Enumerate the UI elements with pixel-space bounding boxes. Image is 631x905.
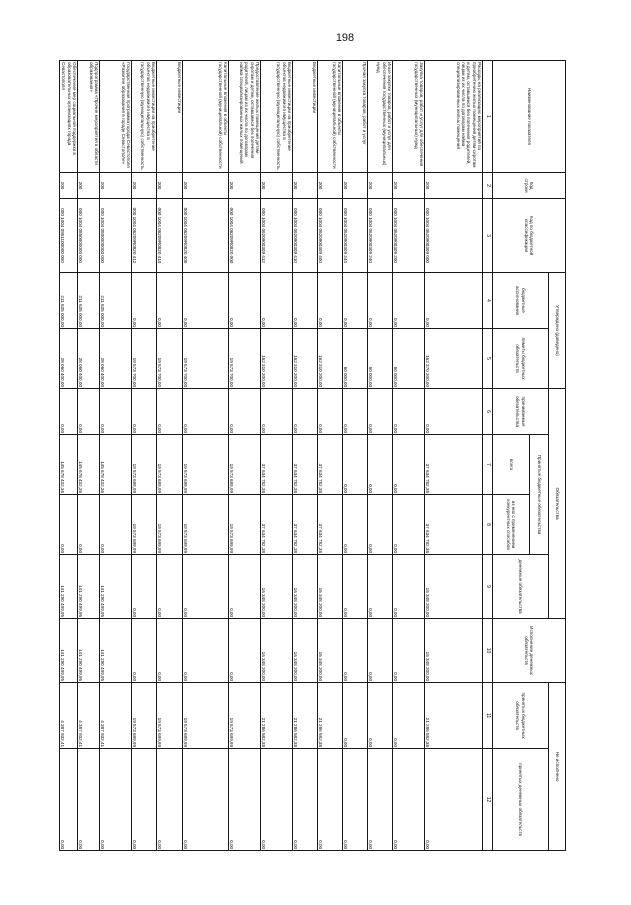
row-name: Капитальные вложения в объекты государственной (муниципальной) собственности [183, 61, 229, 173]
row-name: Расходы на реализацию мероприятий по приобретению жилых помещений детям-сиротам и детям, оставшимся без попечения родителей, лицам из их числа по договорам найма специализированных жилых помещений [425, 61, 483, 173]
row-code: 200 [393, 173, 425, 199]
header-limits: лимиты бюджетных обязательств [493, 329, 549, 389]
row-name: Обеспечение мер социальной поддержки в образовательных организациях города Севастополя [60, 61, 78, 173]
row-kbk: 000 1004 06209R0820 412 [132, 199, 157, 273]
cell-monetary: 0,00 [183, 555, 229, 619]
cell-limits: 19 573 700,00 [157, 329, 183, 389]
cell-execution: 0,00 [183, 619, 229, 683]
header-execution: Исполнение денежных обязательств [493, 619, 566, 683]
column-number: 8 [483, 495, 493, 555]
cell-accepted-total: 19 573 699,99 [229, 435, 261, 495]
cell-not-exec-monetary: 0,00 [425, 749, 483, 851]
table-row [100, 61, 132, 851]
row-code: 200 [157, 173, 183, 199]
cell-not-exec-monetary: 0,00 [261, 749, 293, 851]
table-row [229, 61, 261, 851]
row-kbk: 000 1004 0620900309 244 [343, 199, 368, 273]
column-number: 5 [483, 329, 493, 389]
table-row [261, 61, 293, 851]
cell-accepted-total: 19 573 699,99 [132, 435, 157, 495]
cell-accepted-competitive: 37 634 782,38 [425, 495, 483, 555]
row-name: Бюджетные инвестиции [293, 61, 318, 173]
cell-not-exec-monetary: 0,00 [368, 749, 393, 851]
cell-accepted-total: 19 573 699,99 [157, 435, 183, 495]
cell-reserved: 0,00 [393, 389, 425, 435]
cell-allocations: 0,00 [393, 273, 425, 329]
row-name: Подпрограмма «Прочие мероприятия в области образования» [78, 61, 100, 173]
table-header [483, 61, 566, 851]
row-code: 200 [318, 173, 343, 199]
table-row [425, 61, 483, 851]
table-row [183, 61, 229, 851]
column-number-row [483, 61, 493, 851]
cell-monetary: 141 290 499,95 [78, 555, 100, 619]
table-row [293, 61, 318, 851]
cell-not-exec-monetary: 0,00 [393, 749, 425, 851]
cell-not-exec-monetary: 0,00 [157, 749, 183, 851]
cell-not-exec-accepted: 19 573 699,99 [183, 683, 229, 749]
column-number: 9 [483, 555, 493, 619]
row-kbk: 000 1004 0620900309 400 [318, 199, 343, 273]
row-code: 200 [343, 173, 368, 199]
header-reserved: принимаемые обязательства [493, 389, 549, 435]
cell-execution: 16 348 200,00 [261, 619, 293, 683]
rotated-report-sheet [60, 60, 566, 850]
cell-not-exec-accepted: 19 573 699,99 [229, 683, 261, 749]
cell-execution: 141 290 499,95 [60, 619, 78, 683]
cell-not-exec-monetary: 0,00 [293, 749, 318, 851]
cell-accepted-competitive: 19 573 699,99 [132, 495, 157, 555]
cell-accepted-competitive: 19 573 699,99 [183, 495, 229, 555]
row-kbk: 000 1004 0800000000 000 [100, 199, 132, 273]
cell-accepted-total: 0,00 [343, 435, 368, 495]
cell-reserved: 0,00 [343, 389, 368, 435]
cell-execution: 16 348 200,00 [293, 619, 318, 683]
header-monetary: денежные обязательства [493, 555, 549, 619]
cell-allocations: 0,00 [425, 273, 483, 329]
cell-allocations: 0,00 [343, 273, 368, 329]
cell-limits: 60 000,00 [393, 329, 425, 389]
cell-limits: 28 060 400,00 [100, 329, 132, 389]
cell-not-exec-accepted: 19 573 699,99 [132, 683, 157, 749]
cell-reserved: 0,00 [157, 389, 183, 435]
column-number: 12 [483, 749, 493, 851]
cell-allocations: 0,00 [318, 273, 343, 329]
row-kbk: 000 1004 0620900309 000 [425, 199, 483, 273]
cell-not-exec-accepted: 4 387 932,41 [100, 683, 132, 749]
cell-accepted-competitive: 19 573 699,99 [157, 495, 183, 555]
cell-not-exec-accepted: 0,00 [343, 683, 368, 749]
cell-allocations: 0,00 [132, 273, 157, 329]
cell-not-exec-accepted: 21 286 582,38 [318, 683, 343, 749]
row-code: 200 [100, 173, 132, 199]
header-approved: Утверждено (доведено) [549, 273, 566, 389]
header-kbk: Код по бюджетной классификации [493, 199, 566, 273]
row-kbk: 000 1004 0851100000 000 [60, 199, 78, 273]
row-name: Иные закупки товаров, работ и услуг для обеспечения государственных (муниципальных) нужд [368, 61, 393, 173]
header-not-executed: Не исполнено [549, 683, 566, 851]
row-name: Бюджетные инвестиции на приобретение объектов недвижимого имущества в государственную (муниципальную) собственность [261, 61, 293, 173]
cell-limits: 162 310 200,00 [261, 329, 293, 389]
row-kbk: 000 1004 06209R0820 000 [229, 199, 261, 273]
cell-execution: 141 290 499,95 [100, 619, 132, 683]
column-number: 4 [483, 273, 493, 329]
cell-allocations: 0,00 [261, 273, 293, 329]
cell-not-exec-accepted: 4 387 932,41 [78, 683, 100, 749]
row-name: Бюджетные инвестиции на приобретение объектов недвижимого имущества в государственную (муниципальную) собственность [132, 61, 157, 173]
cell-execution: 16 348 200,00 [318, 619, 343, 683]
cell-accepted-total: 37 634 782,38 [425, 435, 483, 495]
cell-accepted-total: 145 678 432,36 [100, 435, 132, 495]
row-name: Капитальные вложения в объекты государственной (муниципальной) собственности [318, 61, 343, 173]
column-number: 11 [483, 683, 493, 749]
header-obligations: Обязательства [549, 389, 566, 619]
cell-execution: 0,00 [368, 619, 393, 683]
cell-reserved: 0,00 [425, 389, 483, 435]
cell-allocations: 0,00 [368, 273, 393, 329]
row-kbk: 000 1004 06209R0820 400 [183, 199, 229, 273]
cell-accepted-total: 37 634 782,38 [293, 435, 318, 495]
cell-monetary: 0,00 [229, 555, 261, 619]
row-code: 200 [368, 173, 393, 199]
header-accepted-total: всего [493, 435, 530, 495]
row-kbk: 000 1004 06209R0820 410 [157, 199, 183, 273]
column-number: 1 [483, 61, 493, 173]
cell-not-exec-monetary: 0,00 [183, 749, 229, 851]
cell-accepted-competitive: 37 634 782,38 [318, 495, 343, 555]
cell-execution: 0,00 [132, 619, 157, 683]
row-name: Предоставление жилых помещений детям-сиротам и детям, оставшимся без попечения родителей, лицам из их числа по договорам найма специализированных жилых помещений [229, 61, 261, 173]
cell-limits: 162 370 200,00 [425, 329, 483, 389]
row-code: 200 [132, 173, 157, 199]
cell-monetary: 0,00 [368, 555, 393, 619]
header-not-exec-monetary: принятых денежных обязательств [493, 749, 549, 851]
header-code: Код строки [493, 173, 566, 199]
cell-accepted-total: 37 634 782,38 [318, 435, 343, 495]
cell-allocations: 0,00 [183, 273, 229, 329]
cell-execution: 141 290 499,95 [78, 619, 100, 683]
row-code: 200 [229, 173, 261, 199]
cell-not-exec-monetary: 0,00 [78, 749, 100, 851]
table-body [60, 61, 483, 851]
cell-limits: 28 060 400,00 [78, 329, 100, 389]
header-accepted-competitive: из них с применением конкурентных способов [493, 495, 530, 555]
cell-accepted-total: 0,00 [368, 435, 393, 495]
row-name: Бюджетные инвестиции [157, 61, 183, 173]
cell-not-exec-accepted: 21 286 582,38 [425, 683, 483, 749]
cell-accepted-competitive: 0,00 [78, 495, 100, 555]
budget-execution-table-container [60, 60, 566, 850]
row-kbk: 000 1004 0850000000 000 [78, 199, 100, 273]
cell-limits: 19 573 700,00 [229, 329, 261, 389]
table-row [368, 61, 393, 851]
cell-monetary: 141 290 499,95 [100, 555, 132, 619]
cell-reserved: 0,00 [132, 389, 157, 435]
cell-accepted-total: 0,00 [393, 435, 425, 495]
cell-accepted-total: 145 678 432,36 [78, 435, 100, 495]
cell-execution: 0,00 [229, 619, 261, 683]
cell-allocations: 0,00 [229, 273, 261, 329]
cell-accepted-competitive: 0,00 [393, 495, 425, 555]
row-name: Прочая закупка товаров, работ и услуг [343, 61, 368, 173]
cell-accepted-competitive: 0,00 [60, 495, 78, 555]
cell-monetary: 0,00 [132, 555, 157, 619]
cell-not-exec-monetary: 0,00 [60, 749, 78, 851]
column-number: 7 [483, 435, 493, 495]
row-kbk: 000 1004 0620900309 412 [261, 199, 293, 273]
cell-reserved: 0,00 [100, 389, 132, 435]
cell-limits: 60 000,00 [368, 329, 393, 389]
cell-accepted-total: 19 573 699,99 [183, 435, 229, 495]
row-kbk: 000 1004 0620900309 240 [368, 199, 393, 273]
header-not-exec-accepted: принятых бюджетных обязательств [493, 683, 549, 749]
cell-limits: 162 310 200,00 [293, 329, 318, 389]
cell-not-exec-accepted: 21 286 582,38 [293, 683, 318, 749]
table-row [393, 61, 425, 851]
header-accepted: Принятые бюджетные обязательства [530, 435, 549, 555]
cell-monetary: 16 348 200,00 [293, 555, 318, 619]
row-code: 200 [78, 173, 100, 199]
row-code: 200 [293, 173, 318, 199]
cell-not-exec-accepted: 0,00 [393, 683, 425, 749]
cell-accepted-competitive: 37 634 782,38 [261, 495, 293, 555]
table-row [318, 61, 343, 851]
cell-execution: 0,00 [393, 619, 425, 683]
cell-allocations: 0,00 [157, 273, 183, 329]
cell-reserved: 0,00 [368, 389, 393, 435]
cell-accepted-total: 37 634 782,38 [261, 435, 293, 495]
cell-reserved: 0,00 [183, 389, 229, 435]
cell-not-exec-monetary: 0,00 [132, 749, 157, 851]
cell-execution: 16 348 200,00 [425, 619, 483, 683]
table-row [60, 61, 78, 851]
cell-allocations: 211 635 000,00 [100, 273, 132, 329]
cell-allocations: 211 635 000,00 [60, 273, 78, 329]
page-number: 198 [335, 32, 355, 44]
cell-reserved: 0,00 [78, 389, 100, 435]
cell-monetary: 0,00 [343, 555, 368, 619]
cell-reserved: 0,00 [60, 389, 78, 435]
column-number: 10 [483, 619, 493, 683]
cell-limits: 60 000,00 [343, 329, 368, 389]
table-row [343, 61, 368, 851]
cell-not-exec-accepted: 4 387 932,41 [60, 683, 78, 749]
cell-limits: 19 573 700,00 [183, 329, 229, 389]
cell-execution: 0,00 [343, 619, 368, 683]
cell-reserved: 0,00 [293, 389, 318, 435]
cell-limits: 162 310 200,00 [318, 329, 343, 389]
row-code: 200 [183, 173, 229, 199]
cell-limits: 28 060 400,00 [60, 329, 78, 389]
cell-not-exec-monetary: 0,00 [343, 749, 368, 851]
cell-not-exec-accepted: 21 286 582,38 [261, 683, 293, 749]
cell-reserved: 0,00 [318, 389, 343, 435]
cell-accepted-competitive: 19 573 699,99 [229, 495, 261, 555]
cell-not-exec-accepted: 19 573 699,99 [157, 683, 183, 749]
cell-not-exec-accepted: 0,00 [368, 683, 393, 749]
cell-accepted-total: 145 678 432,36 [60, 435, 78, 495]
column-number: 3 [483, 199, 493, 273]
cell-not-exec-monetary: 0,00 [318, 749, 343, 851]
row-name: Государственная программа города Севастополя «Развитие образования в городе Севастополе» [100, 61, 132, 173]
cell-monetary: 141 290 499,95 [60, 555, 78, 619]
row-code: 200 [60, 173, 78, 199]
row-code: 200 [425, 173, 483, 199]
row-code: 200 [261, 173, 293, 199]
column-number: 6 [483, 389, 493, 435]
cell-accepted-competitive: 37 634 782,38 [293, 495, 318, 555]
cell-execution: 0,00 [157, 619, 183, 683]
cell-monetary: 0,00 [157, 555, 183, 619]
cell-reserved: 0,00 [229, 389, 261, 435]
cell-allocations: 0,00 [293, 273, 318, 329]
table-row [132, 61, 157, 851]
cell-accepted-competitive: 0,00 [368, 495, 393, 555]
cell-monetary: 16 348 200,00 [318, 555, 343, 619]
cell-monetary: 0,00 [393, 555, 425, 619]
cell-reserved: 0,00 [261, 389, 293, 435]
row-kbk: 000 1004 0620900309 410 [293, 199, 318, 273]
row-name: Закупка товаров, работ и услуг для обеспечения государственных (муниципальных) нужд [393, 61, 425, 173]
column-number: 2 [483, 173, 493, 199]
table-row [157, 61, 183, 851]
cell-accepted-competitive: 0,00 [100, 495, 132, 555]
cell-allocations: 211 635 000,00 [78, 273, 100, 329]
cell-monetary: 16 348 200,00 [261, 555, 293, 619]
header-name: Наименование показателя [493, 61, 566, 173]
cell-limits: 19 573 700,00 [132, 329, 157, 389]
cell-not-exec-monetary: 0,00 [100, 749, 132, 851]
cell-monetary: 16 348 200,00 [425, 555, 483, 619]
row-kbk: 000 1004 0620900309 200 [393, 199, 425, 273]
cell-accepted-competitive: 0,00 [343, 495, 368, 555]
table-row [78, 61, 100, 851]
budget-execution-table [59, 60, 566, 851]
cell-not-exec-monetary: 0,00 [229, 749, 261, 851]
header-allocations: бюджетные ассигнования [493, 273, 549, 329]
